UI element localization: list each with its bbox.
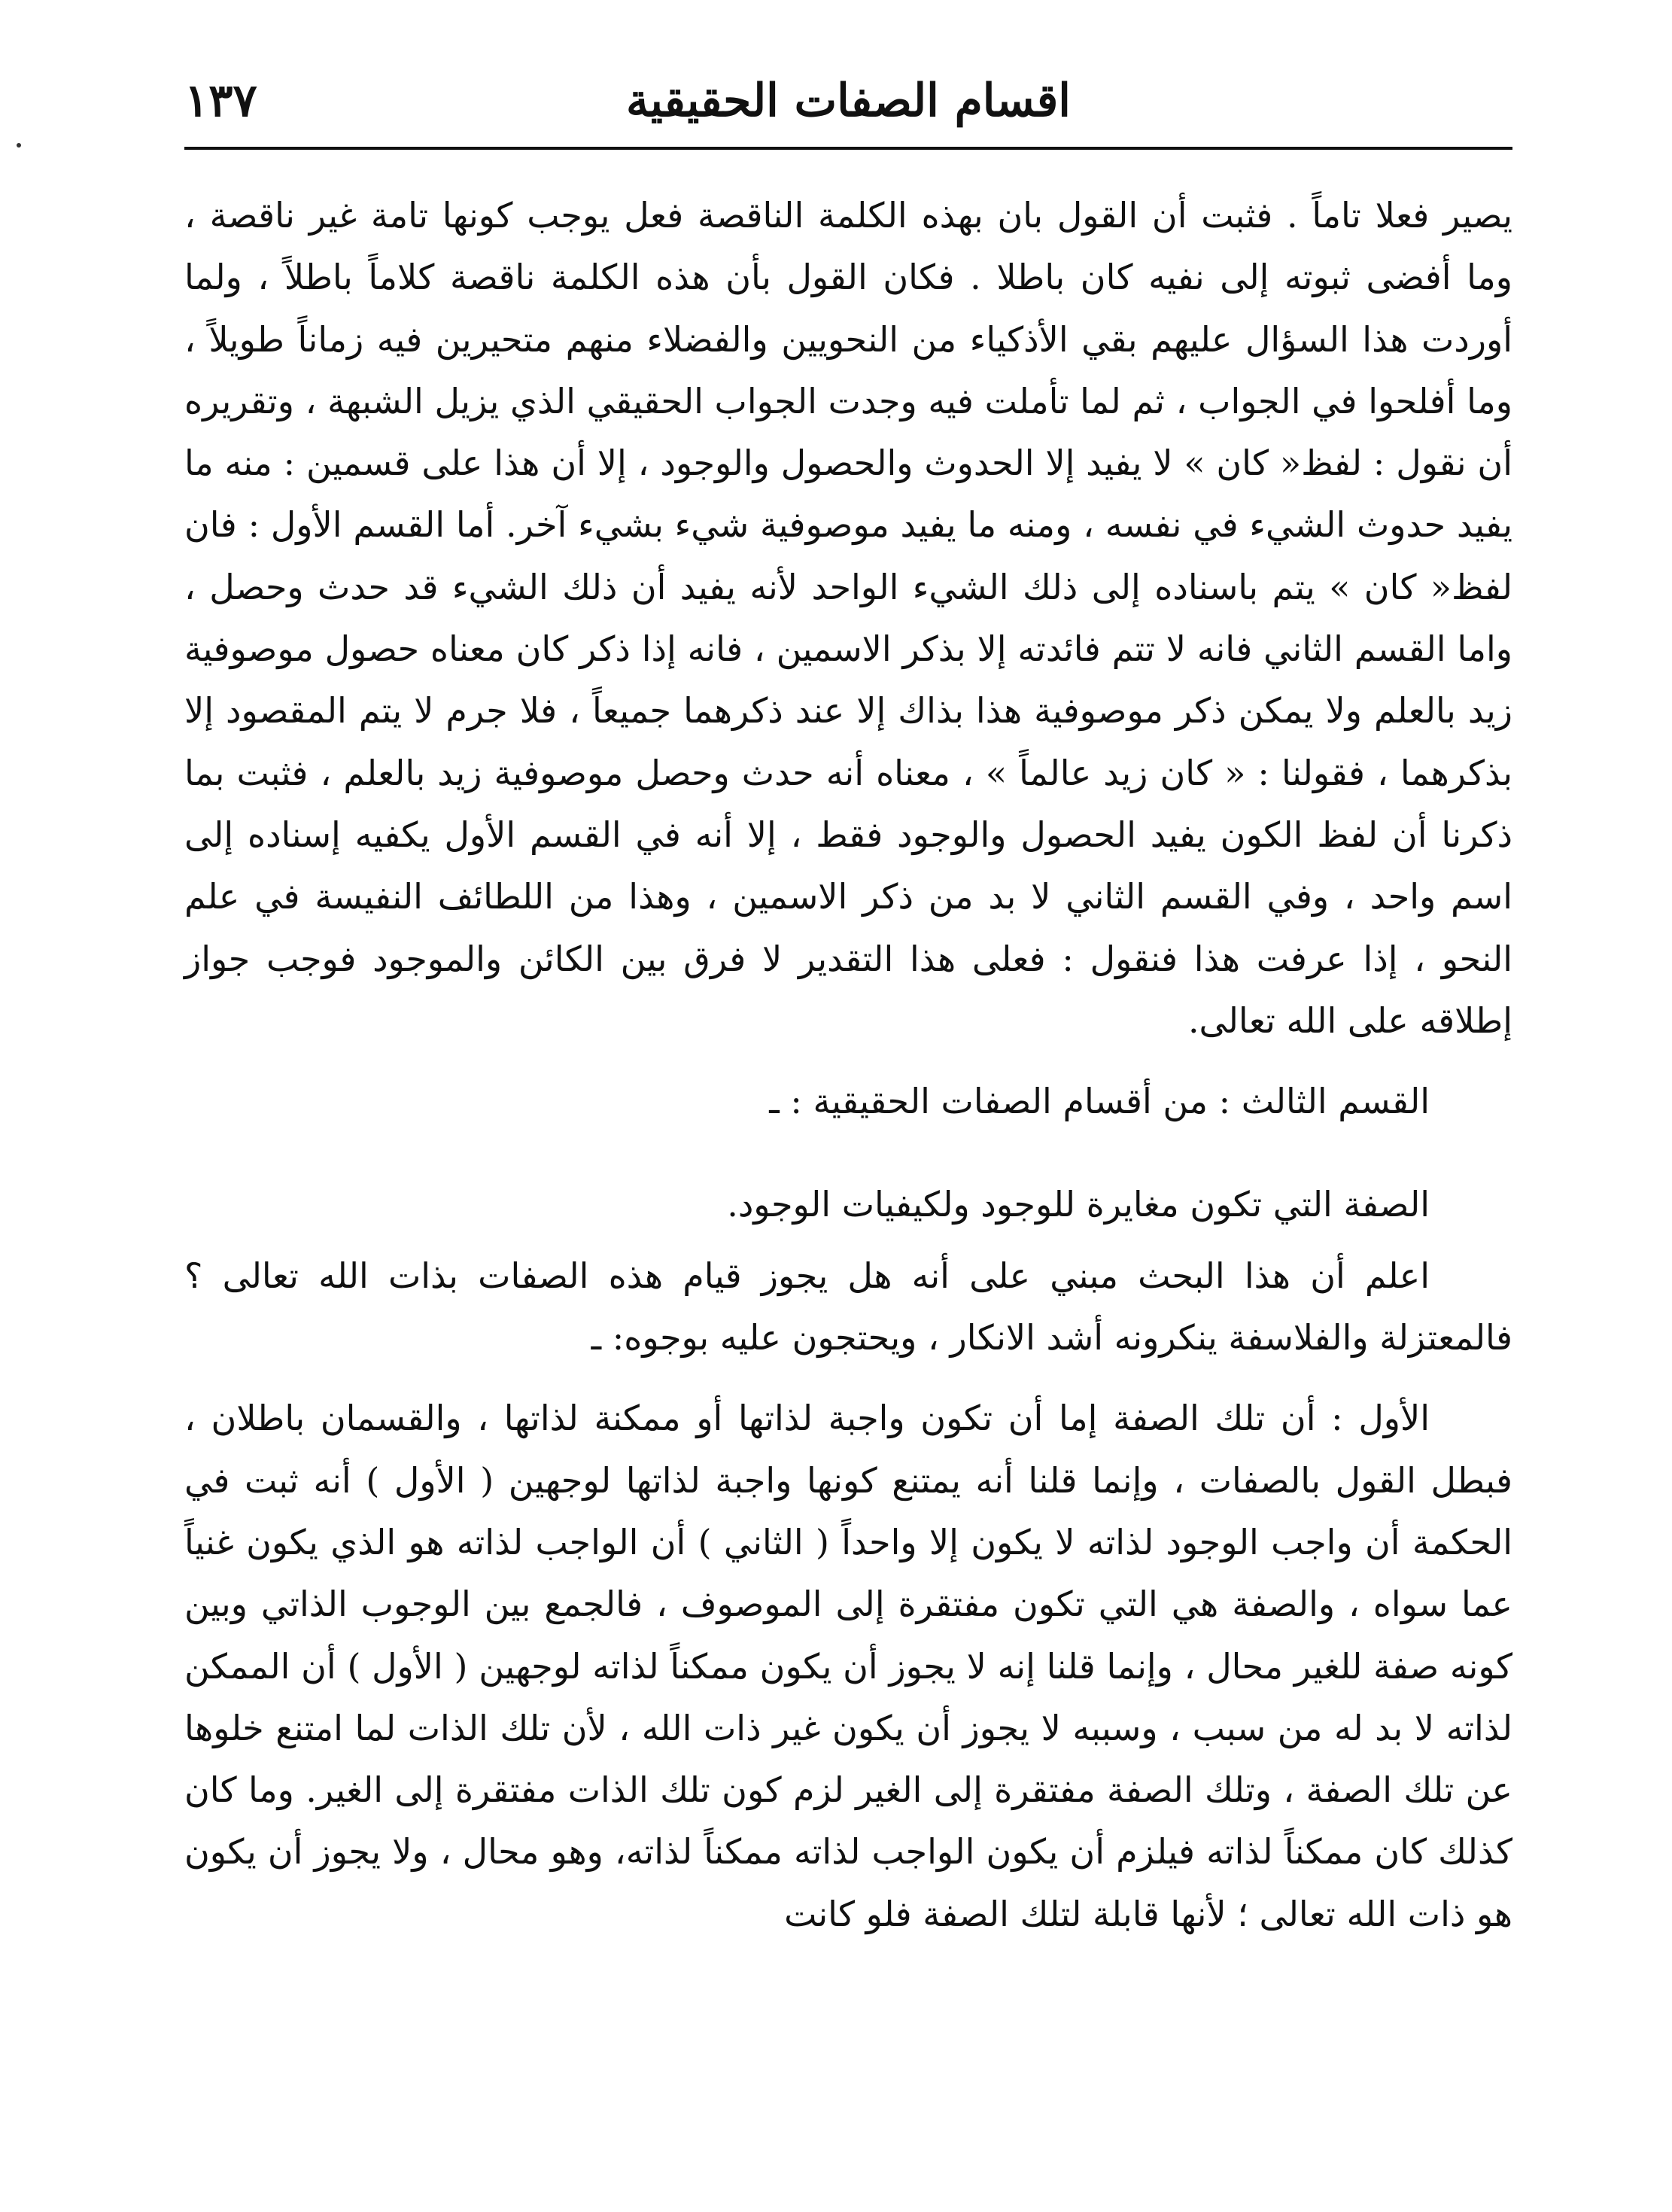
paragraph-first-argument: الأول : أن تلك الصفة إما أن تكون واجبة لذاتها أو ممكنة لذاتها ، والقسمان باطلان ، فبطل القول بالصفات ، وإنما قلنا أنه يمتنع كونها واجبة لذاتها لوجهين ( الأول ) أنه ثبت في الحكمة أن واجب الوجود لذاته لا يكون إلا واحداً ( الثاني ) أن الواجب لذاته هو الذي يكون غنياً عما سواه ، والصفة هي التي تكون مفتقرة إلى الموصوف ، فالجمع بين الوجوب الذاتي وبين كونه صفة للغير محال ، وإنما قلنا إنه لا يجوز أن يكون ممكناً لذاته لوجهين ( الأول ) أن الممكن لذاته لا بد له من سبب ، وسببه لا يجوز أن يكون غير ذات الله ، لأن تلك الذات لما امتنع خلوها عن تلك الصفة ، وتلك الصفة مفتقرة إلى الغير لزم كون تلك الذات مفتقرة إلى الغير. وما كان كذلك كان ممكناً لذاته فيلزم أن يكون الواجب لذاته ممكناً لذاته، وهو محال ، ولا يجوز أن يكون هو ذات الله تعالى ؛ لأنها قابلة لتلك الصفة فلو كانت [184, 1398, 1512, 1934]
header-rule [184, 147, 1512, 150]
paragraph-continuation: يصير فعلا تاماً . فثبت أن القول بان بهذه الكلمة الناقصة فعل يوجب كونها تامة غير ناقصة ، وما أفضى ثبوته إلى نفيه كان باطلا . فكان القول بأن هذه الكلمة ناقصة كلاماً باطلاً ، ولما أوردت هذا السؤال عليهم بقي الأذكياء من النحويين والفضلاء منهم متحيرين فيه زماناً طويلاً ، وما أفلحوا في الجواب ، ثم لما تأملت فيه وجدت الجواب الحقيقي الذي يزيل الشبهة ، وتقريره أن نقول : لفظ« كان » لا يفيد إلا الحدوث والحصول والوجود ، إلا أن هذا على قسمين : منه ما يفيد حدوث الشيء في نفسه ، ومنه ما يفيد موصوفية شيء بشيء آخر. أما القسم الأول : فان لفظ« كان » يتم باسناده إلى ذلك الشيء الواحد لأنه يفيد أن ذلك الشيء قد حدث وحصل ، واما القسم الثاني فانه لا تتم فائدته إلا بذكر الاسمين ، فانه إذا ذكر كان معناه حصول موصوفية زيد بالعلم ولا يمكن ذكر موصوفية هذا بذاك إلا عند ذكرهما جميعاً ، فلا جرم لا يتم المقصود إلا بذكرهما ، فقولنا : « كان زيد عالماً » ، معناه أنه حدث وحصل موصوفية زيد بالعلم ، فثبت بما ذكرنا أن لفظ الكون يفيد الحصول والوجود فقط ، إلا أنه في القسم الأول يكفيه إسناده إلى اسم واحد ، وفي القسم الثاني لا بد من ذكر الاسمين ، وهذا من اللطائف النفيسة في علم النحو ، إذا عرفت هذا فنقول : فعلى هذا التقدير لا فرق بين الكائن والموجود فوجب جواز إطلاقه على الله تعالى. [184, 195, 1512, 1041]
section-title: الصفة التي تكون مغايرة للوجود ولكيفيات الوجود. [727, 1184, 1430, 1225]
page-body [184, 184, 1512, 1945]
page-header [184, 72, 1512, 162]
page-number: ١٣٧ [184, 75, 257, 127]
section-label: القسم الثالث : من أقسام الصفات الحقيقية : ـ [769, 1081, 1430, 1122]
scan-speck [17, 143, 21, 148]
running-title: اقسام الصفات الحقيقية [626, 75, 1071, 127]
paragraph-intro: اعلم أن هذا البحث مبني على أنه هل يجوز قيام هذه الصفات بذات الله تعالى ؟ فالمعتزلة والفلاسفة ينكرونه أشد الانكار ، ويحتجون عليه بوجوه: ـ [184, 1255, 1512, 1359]
